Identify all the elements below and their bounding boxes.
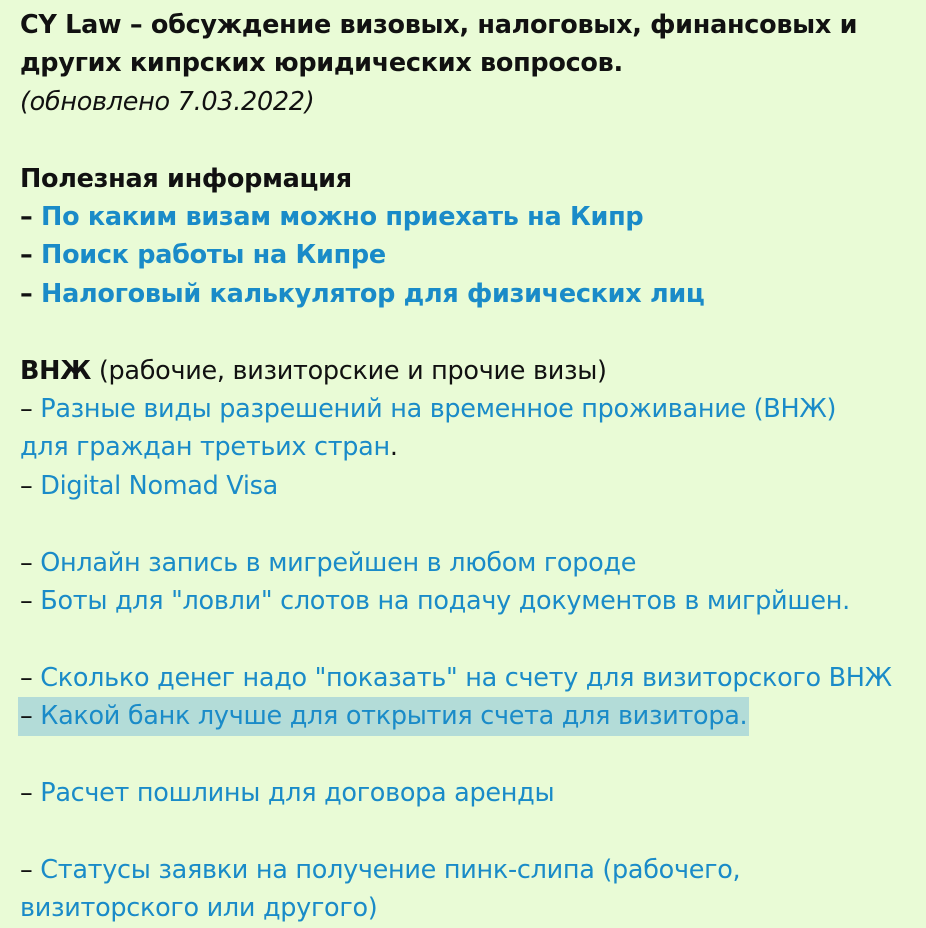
residence-heading-note: (рабочие, визиторские и прочие визы) [91, 355, 607, 386]
spacer [20, 620, 912, 658]
spacer [20, 313, 912, 351]
link-job-search[interactable]: Поиск работы на Кипре [41, 240, 386, 271]
list-item-highlighted [20, 697, 912, 735]
spacer [20, 812, 912, 850]
trailing-period: . [389, 432, 398, 463]
list-item-continuation [20, 889, 912, 927]
link-residence-permits-cont[interactable]: для граждан третьих стран [20, 432, 390, 463]
spacer [20, 736, 912, 774]
useful-info-heading: Полезная информация [20, 163, 352, 194]
list-item: – Боты для "ловли" слотов на подачу документов в мигрйшен. [20, 586, 850, 617]
message-title-line-2: других кипрских юридических вопросов. [20, 48, 623, 79]
list-item: – Налоговый калькулятор для физических лиц [20, 278, 705, 309]
search-highlight: – Какой банк лучше для открытия счета для визитора. [18, 697, 749, 735]
list-item: – Статусы заявки на получение пинк-слипа (рабочего, [20, 854, 741, 885]
link-visas-to-cyprus[interactable]: По каким визам можно приехать на Кипр [41, 202, 644, 233]
list-item: – Онлайн запись в мигрейшен в любом городе [20, 547, 637, 578]
link-tax-calculator[interactable]: Налоговый калькулятор для физических лиц [41, 278, 705, 309]
link-residence-permits[interactable]: Разные виды разрешений на временное проживание (ВНЖ) [40, 394, 837, 425]
list-item: – Поиск работы на Кипре [20, 240, 386, 271]
message-title-line-1: CY Law – обсуждение визовых, налоговых, финансовых и [20, 10, 858, 40]
list-item: – Сколько денег надо "показать" на счету для визиторского ВНЖ [20, 662, 892, 693]
link-best-bank[interactable]: Какой банк лучше для открытия счета для визитора. [40, 701, 748, 732]
list-item: – Digital Nomad Visa [20, 470, 278, 501]
list-item: – Расчет пошлины для договора аренды [20, 778, 555, 809]
link-pink-slip-status[interactable]: Статусы заявки на получение пинк-слипа (рабочего, [40, 854, 741, 885]
residence-heading-line [20, 352, 912, 390]
link-online-booking[interactable]: Онлайн запись в мигрейшен в любом городе [40, 547, 637, 578]
list-item: – Разные виды разрешений на временное проживание (ВНЖ) [20, 394, 837, 425]
spacer [20, 121, 912, 159]
link-digital-nomad-visa[interactable]: Digital Nomad Visa [40, 470, 278, 501]
list-item-continuation [20, 428, 912, 466]
spacer [20, 505, 912, 543]
list-item: – По каким визам можно приехать на Кипр [20, 202, 644, 233]
link-booking-bots[interactable]: Боты для "ловли" слотов на подачу документов в мигрйшен. [40, 586, 850, 617]
residence-heading: ВНЖ [20, 355, 92, 386]
link-rent-fee[interactable]: Расчет пошлины для договора аренды [40, 778, 555, 809]
updated-date: (обновлено 7.03.2022) [20, 86, 315, 117]
link-pink-slip-status-cont[interactable]: визиторского или другого) [20, 893, 378, 924]
link-show-money[interactable]: Сколько денег надо "показать" на счету для визиторского ВНЖ [40, 662, 892, 693]
